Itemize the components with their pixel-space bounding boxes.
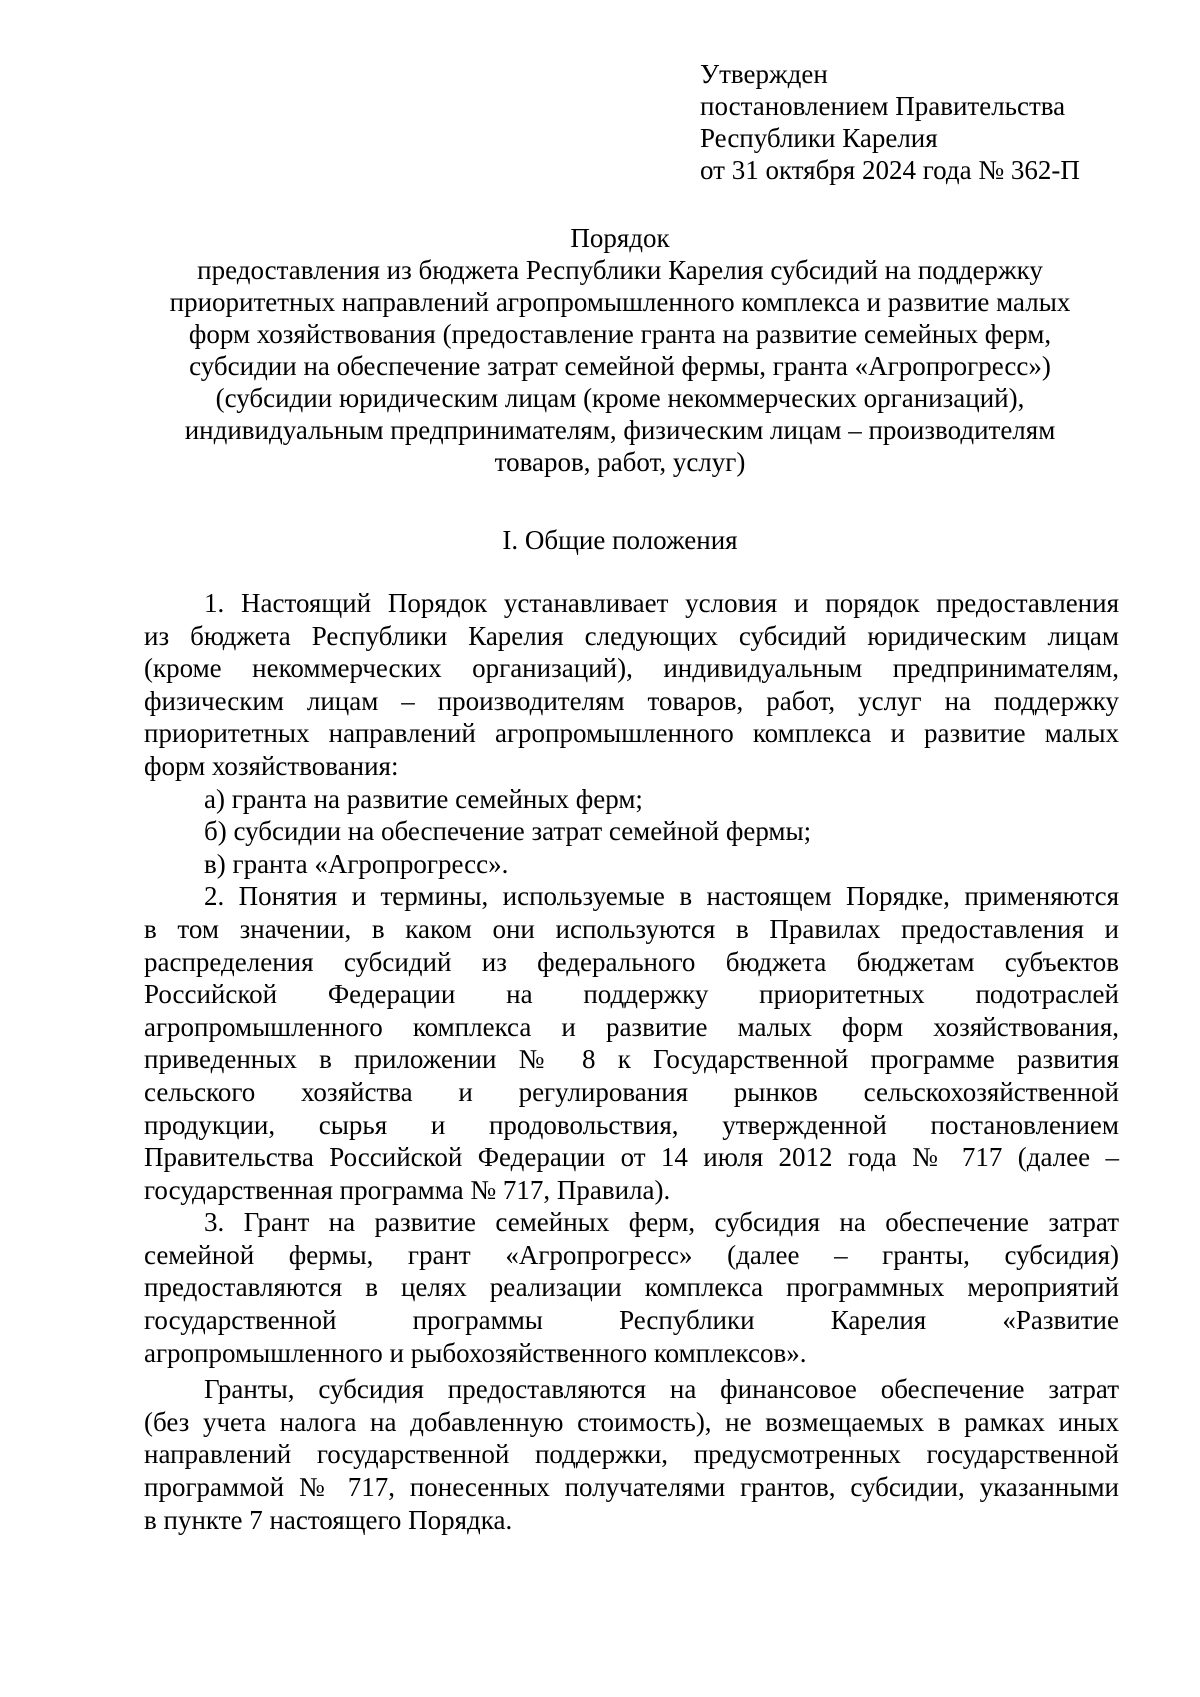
text-line: (без учета налога на добавленную стоимость), не возмещаемых в рамках иных bbox=[144, 1406, 1119, 1437]
approval-line: Республики Карелия bbox=[700, 123, 938, 153]
list-items bbox=[144, 783, 1119, 881]
title-line: товаров, работ, услуг) bbox=[494, 447, 746, 477]
text-line: приоритетных направлений агропромышленного комплекса и развитие малых bbox=[144, 718, 1119, 749]
text-line: сельского хозяйства и регулирования рынков сельскохозяйственной bbox=[144, 1076, 1119, 1107]
text-line: агропромышленного и рыбохозяйственного комплексов». bbox=[144, 1337, 807, 1368]
text-line: в пункте 7 настоящего Порядка. bbox=[144, 1504, 513, 1535]
text-line: 3. Грант на развитие семейных ферм, субсидия на обеспечение затрат bbox=[204, 1207, 1119, 1238]
document-title bbox=[140, 222, 1100, 478]
title-line: предоставления из бюджета Республики Карелия субсидий на поддержку bbox=[197, 255, 1043, 285]
paragraph-2 bbox=[144, 880, 1119, 1206]
approval-line: постановлением Правительства bbox=[700, 91, 1066, 121]
approval-line: Утвержден bbox=[700, 59, 828, 89]
text-line: 1. Настоящий Порядок устанавливает условия и порядок предоставления bbox=[204, 588, 1119, 618]
approval-stamp bbox=[700, 58, 1080, 186]
text-line: государственной программы Республики Карелия «Развитие bbox=[144, 1305, 1119, 1336]
text-line: из бюджета Республики Карелия следующих субсидий юридическим лицам bbox=[144, 620, 1119, 651]
paragraph-3 bbox=[144, 1206, 1119, 1369]
text-line: физическим лицам – производителям товаров, работ, услуг на поддержку bbox=[144, 685, 1119, 716]
paragraph-4 bbox=[144, 1373, 1119, 1536]
text-line: Правительства Российской Федерации от 14 июля 2012 года № 717 (далее – bbox=[144, 1142, 1119, 1173]
text-line: форм хозяйствования: bbox=[144, 750, 399, 781]
title-line: индивидуальным предпринимателям, физическим лицам – производителям bbox=[184, 415, 1056, 445]
title-line: приоритетных направлений агропромышленного комплекса и развитие малых bbox=[169, 287, 1071, 317]
text-line: предоставляются в целях реализации комплекса программных мероприятий bbox=[144, 1272, 1119, 1303]
text-line: в том значении, в каком они используются в Правилах предоставления и bbox=[144, 913, 1119, 944]
text-line: семейной фермы, грант «Агропрогресс» (далее – гранты, субсидия) bbox=[144, 1239, 1119, 1270]
text-line: продукции, сырья и продовольствия, утвержденной постановлением bbox=[144, 1109, 1119, 1140]
title-line: (субсидии юридическим лицам (кроме некоммерческих организаций), bbox=[215, 383, 1025, 413]
text-line: (кроме некоммерческих организаций), индивидуальным предпринимателям, bbox=[144, 653, 1119, 684]
title-line: форм хозяйствования (предоставление гранта на развитие семейных ферм, bbox=[188, 319, 1052, 349]
approval-line: от 31 октября 2024 года № 362-П bbox=[700, 155, 1080, 185]
list-item: в) гранта «Агропрогресс». bbox=[204, 848, 509, 879]
text-line: программой № 717, понесенных получателями грантов, субсидии, указанными bbox=[144, 1472, 1119, 1503]
text-line: распределения субсидий из федерального бюджета бюджетам субъектов bbox=[144, 946, 1119, 977]
text-line: направлений государственной поддержки, предусмотренных государственной bbox=[144, 1439, 1119, 1470]
paragraph-1 bbox=[144, 587, 1119, 783]
list-item: а) гранта на развитие семейных ферм; bbox=[204, 783, 643, 814]
text-line: агропромышленного комплекса и развитие малых форм хозяйствования, bbox=[144, 1011, 1119, 1042]
text-line: 2. Понятия и термины, используемые в настоящем Порядке, применяются bbox=[204, 881, 1119, 912]
text-line: Гранты, субсидия предоставляются на финансовое обеспечение затрат bbox=[204, 1374, 1119, 1405]
text-line: Российской Федерации на поддержку приоритетных подотраслей bbox=[144, 979, 1119, 1010]
document-body bbox=[144, 587, 1119, 1536]
section-heading: I. Общие положения bbox=[502, 525, 738, 555]
text-line: приведенных в приложении № 8 к Государственной программе развития bbox=[144, 1044, 1119, 1075]
title-line: субсидии на обеспечение затрат семейной фермы, гранта «Агропрогресс») bbox=[189, 351, 1051, 381]
list-item: б) субсидии на обеспечение затрат семейной фермы; bbox=[204, 816, 812, 847]
text-line: государственная программа № 717, Правила). bbox=[144, 1174, 671, 1205]
title-heading: Порядок bbox=[570, 223, 670, 253]
